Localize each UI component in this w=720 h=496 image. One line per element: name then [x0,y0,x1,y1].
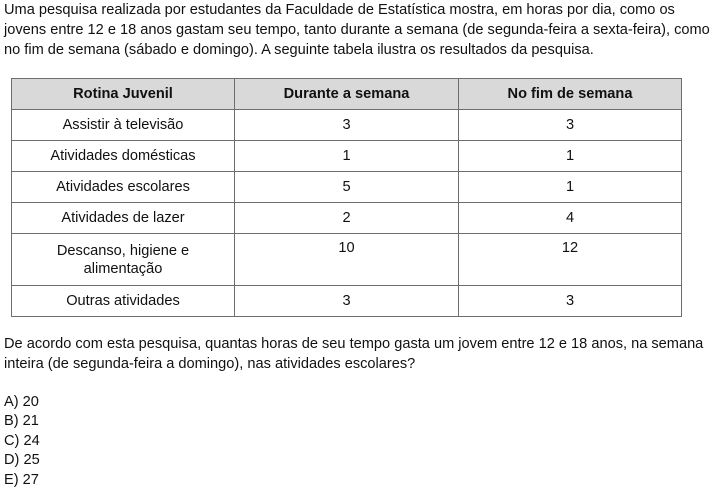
table-row [12,286,682,317]
row-weekend-hours: 3 [459,286,682,317]
option-c[interactable]: C) 24 [4,432,40,449]
row-weekday-hours: 3 [235,286,459,317]
row-weekend-hours: 1 [459,172,682,203]
row-weekday-hours: 1 [235,141,459,172]
table-row [12,141,682,172]
option-e[interactable]: E) 27 [4,471,39,488]
row-label: Atividades escolares [12,172,235,203]
row-weekend-hours: 1 [459,141,682,172]
option-b[interactable]: B) 21 [4,413,39,430]
table-row [12,203,682,234]
table-header-row [12,79,682,110]
row-weekday-hours: 3 [235,110,459,141]
row-label: Atividades domésticas [12,141,235,172]
row-weekend-hours: 4 [459,203,682,234]
row-weekend-hours: 12 [459,234,682,286]
header-weekend: No fim de semana [459,79,682,110]
table-row [12,172,682,203]
option-d[interactable]: D) 25 [4,452,40,469]
intro-text: Uma pesquisa realizada por estudantes da Faculdade de Estatística mostra, em horas por dia, como os jovens entre 12 e 18 anos gastam seu tempo, tanto durante a semana (de segunda-feira a sexta-feira), como no fim de semana (sábado e domingo). A seguinte tabela ilustra os resultados da pesquisa. [4,2,710,58]
row-label: Descanso, higiene e alimentação [12,234,235,286]
header-weekday: Durante a semana [235,79,459,110]
row-weekday-hours: 5 [235,172,459,203]
table-row [12,234,682,286]
table-row [12,110,682,141]
row-weekday-hours: 2 [235,203,459,234]
row-weekday-hours: 10 [235,234,459,286]
question-text: De acordo com esta pesquisa, quantas horas de seu tempo gasta um jovem entre 12 e 18 anos, na semana inteira (de segunda-feira a domingo), nas atividades escolares? [4,336,704,372]
row-weekend-hours: 3 [459,110,682,141]
row-label: Assistir à televisão [12,110,235,141]
routine-table [11,78,682,317]
header-routine: Rotina Juvenil [12,79,235,110]
row-label: Outras atividades [12,286,235,317]
row-label: Atividades de lazer [12,203,235,234]
answer-options [4,393,40,490]
option-a[interactable]: A) 20 [4,394,39,410]
